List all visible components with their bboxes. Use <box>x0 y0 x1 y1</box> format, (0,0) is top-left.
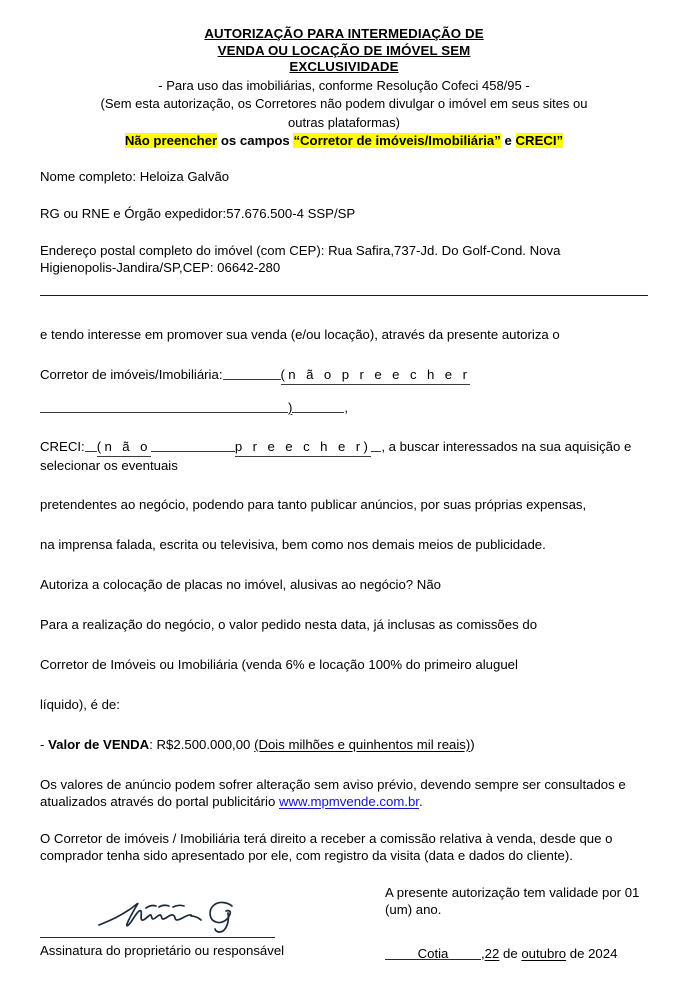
value-words: (Dois milhões e quinhentos mil reais) <box>254 737 471 752</box>
date-of-1: de <box>499 946 522 961</box>
date-of-2: de <box>566 946 589 961</box>
field-row-name <box>40 168 648 185</box>
title-line-3-text: EXCLUSIVIDADE <box>289 59 399 74</box>
price-notice-line-2-pre: consultados e atualizados através do portal publicitário <box>40 777 626 809</box>
creci-fill-second <box>235 438 372 457</box>
broker-fill-comma: , <box>344 400 349 415</box>
validity-line-2: (um) ano. <box>385 901 442 917</box>
value-prefix: - <box>40 737 49 752</box>
subtitle-line-1: - Para uso das imobiliárias, conforme Resolução Cofeci 458/95 - <box>158 77 530 93</box>
commission-line-2: o comprador tenha sido apresentado por ele, com registro da visita (data e dados do cliente). <box>40 831 613 863</box>
portal-link[interactable]: www.mpmvende.com.br <box>278 793 419 809</box>
notice-highlight-nao-preencher: Não preencher <box>124 133 218 148</box>
notice-mid-2: e <box>500 133 516 148</box>
notice-highlight-creci: CRECI” <box>515 133 564 148</box>
creci-fill-open: ( <box>96 439 105 454</box>
broker-fill-line-2 <box>40 399 648 416</box>
broker-blank-2 <box>40 399 288 413</box>
date-month: outubro <box>521 946 567 961</box>
price-notice-line-2-post: . <box>418 793 423 809</box>
title-line-1-text: AUTORIZAÇÃO PARA INTERMEDIAÇÃO DE <box>204 26 484 41</box>
date-year: 2024 <box>588 946 618 961</box>
creci-blank-2 <box>151 438 235 452</box>
address-label: Endereço postal completo do imóvel (com CEP): <box>40 243 325 258</box>
price-change-notice <box>40 777 640 810</box>
document-subtitle-block <box>59 76 629 132</box>
creci-rest-2: selecionar os eventuais <box>40 458 178 473</box>
do-not-fill-notice <box>40 132 648 150</box>
city-value: Cotia <box>385 945 481 960</box>
creci-label: CRECI: <box>40 439 85 454</box>
name-label: Nome completo: <box>40 169 137 184</box>
subtitle-line-2: (Sem esta autorização, os Corretores não podem divulgar o imóvel em seus sites ou <box>100 96 588 111</box>
broker-fill-line <box>40 366 648 385</box>
date-line <box>385 945 648 962</box>
subtitle-line-3: outras plataformas) <box>288 114 400 130</box>
broker-fill-text <box>281 366 471 385</box>
notice-mid-1: os campos <box>217 133 294 148</box>
value-label: Valor de VENDA <box>48 737 150 752</box>
creci-rest-1: , a buscar interessados na sua aquisição e <box>381 439 632 454</box>
signature-caption: Assinatura do proprietário ou responsável <box>40 943 285 958</box>
rg-label: RG ou RNE e Órgão expedidor: <box>40 206 227 221</box>
date-day: 22 <box>484 946 500 961</box>
field-row-address <box>40 242 623 276</box>
body-intro: e tendo interesse em promover sua venda (e/ou locação), através da presente autoriza o <box>40 327 560 342</box>
section-divider <box>40 295 648 296</box>
value-amount: R$2.500.000,00 <box>156 737 255 752</box>
body-para-4: Para a realização do negócio, o valor pedido nesta data, já inclusas as comissões do <box>40 617 538 632</box>
price-notice-line-1: Os valores de anúncio podem sofrer alteração sem aviso prévio, devendo sempre ser <box>40 777 541 792</box>
value-separator: : <box>149 737 157 752</box>
value-suffix: ) <box>470 737 475 752</box>
name-value: Heloiza Galvão <box>139 169 230 184</box>
commission-clause <box>40 831 648 864</box>
body-para-2: na imprensa falada, escrita ou televisiva, bem como nos demais meios de publicidade. <box>40 537 546 552</box>
validity-line-1: A presente autorização tem validade por 01 <box>385 885 640 900</box>
creci-fill-first <box>97 438 151 457</box>
date-separator: , <box>481 946 485 961</box>
creci-fill-line <box>40 438 648 474</box>
creci-blank-1 <box>85 438 97 452</box>
handwritten-signature <box>95 895 275 935</box>
body-para-5: Corretor de Imóveis ou Imobiliária (venda 6% e locação 100% do primeiro aluguel <box>40 657 518 672</box>
validity-note <box>385 885 648 918</box>
creci-fill-words-b: p r e e c h e r <box>234 439 364 454</box>
field-row-rg <box>40 205 648 222</box>
body-para-1: pretendentes ao negócio, podendo para tanto publicar anúncios, por suas próprias expensas, <box>40 497 587 512</box>
body-para-6: líquido), é de: <box>40 697 120 712</box>
address-value-line-1: Rua Safira,737-Jd. Do Golf-Cond. Nova <box>328 243 561 258</box>
title-line-3 <box>40 59 648 76</box>
creci-fill-close: ) <box>363 439 372 454</box>
title-line-2 <box>40 43 648 60</box>
broker-label: Corretor de imóveis/Imobiliária: <box>40 367 223 382</box>
broker-fill-close: ) <box>288 400 293 415</box>
document-body <box>40 326 648 962</box>
body-para-3: Autoriza a colocação de placas no imóvel, alusivas ao negócio? Não <box>40 577 441 592</box>
address-value-line-2: Higienopolis-Jandira/SP,CEP: 06642-280 <box>40 260 281 275</box>
broker-blank-3 <box>292 399 344 413</box>
rg-value: 57.676.500-4 SSP/SP <box>226 206 356 221</box>
commission-line-1: O Corretor de imóveis / Imobiliária terá direito a receber a comissão relativa à venda, desde que <box>40 831 602 846</box>
signature-area <box>40 895 320 958</box>
creci-fill-words-a: n ã o <box>104 439 151 454</box>
sale-value-line <box>40 736 648 753</box>
broker-fill-open: ( <box>280 367 289 382</box>
owner-fields-block <box>40 168 648 276</box>
notice-highlight-corretor-imobiliaria: “Corretor de imóveis/Imobiliária” <box>293 133 501 148</box>
title-line-2-text: VENDA OU LOCAÇÃO DE IMÓVEL SEM <box>217 42 471 58</box>
creci-blank-3 <box>371 438 381 452</box>
broker-fill-words: n ã o p r e e c h e r <box>288 367 471 382</box>
broker-blank-1 <box>223 366 281 380</box>
title-line-1 <box>40 26 648 43</box>
document-title-block <box>40 0 648 150</box>
